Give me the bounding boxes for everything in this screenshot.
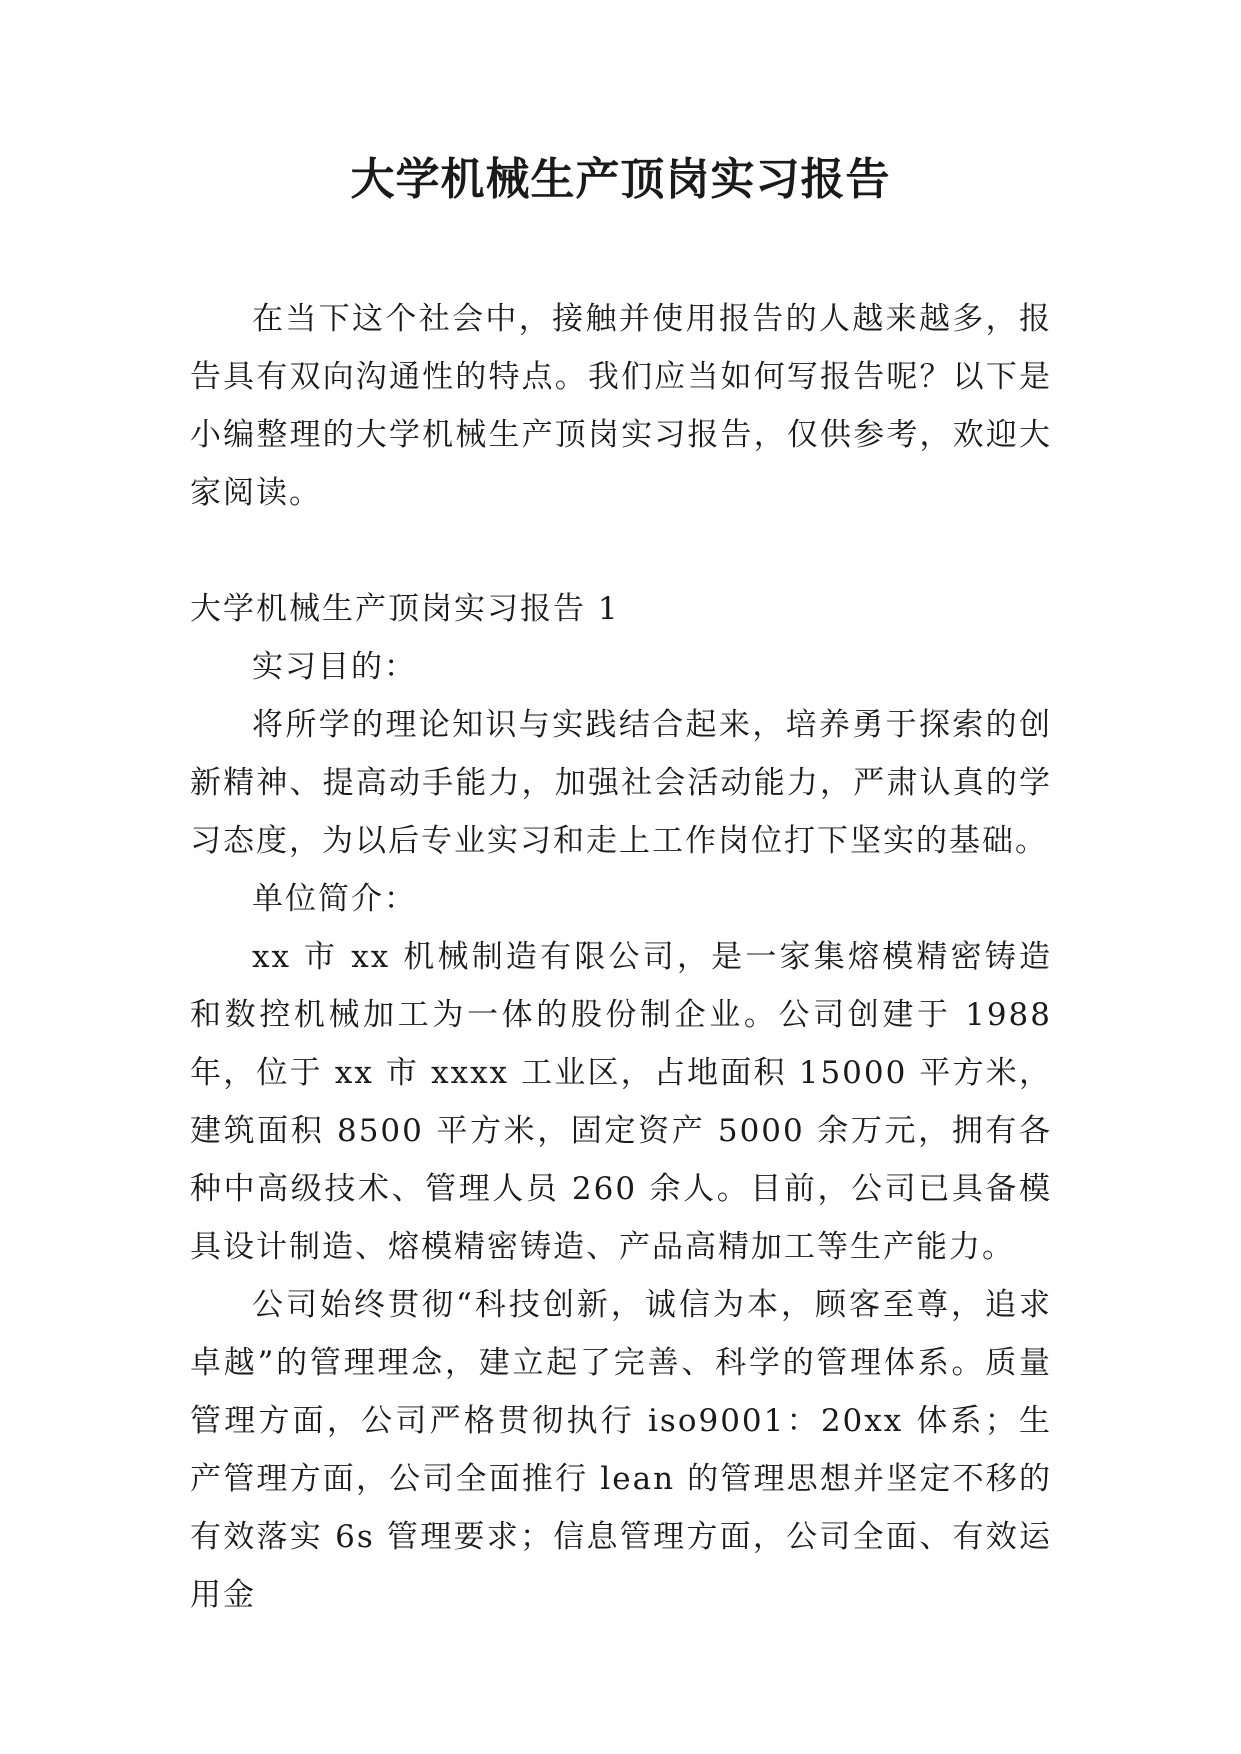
section-block (190, 580, 1052, 1624)
intro-paragraph: 在当下这个社会中，接触并使用报告的人越来越多，报告具有双向沟通性的特点。我们应当如何写报告呢？以下是小编整理的大学机械生产顶岗实习报告，仅供参考，欢迎大家阅读。 (190, 301, 1052, 511)
company-label: 单位简介： (252, 881, 417, 917)
section-heading: 大学机械生产顶岗实习报告 1 (190, 591, 620, 627)
philosophy-paragraph: 公司始终贯彻“科技创新，诚信为本，顾客至尊，追求卓越”的管理理念，建立起了完善、科学的管理体系。质量管理方面，公司严格贯彻执行 iso9001：20xx 体系；生产管理方面，公司全面推行 lean 的管理思想并坚定不移的有效落实 6s 管理要求；信息管理方面，公司全面、有效运用金 (190, 1287, 1052, 1613)
purpose-label: 实习目的： (252, 649, 417, 685)
intro-block (190, 290, 1052, 522)
company-paragraph: xx 市 xx 机械制造有限公司，是一家集熔模精密铸造和数控机械加工为一体的股份制企业。公司创建于 1988 年，位于 xx 市 xxxx 工业区，占地面积 15000 平方米，建筑面积 8500 平方米，固定资产 5000 余万元，拥有各种中高级技术、管理人员 260 余人。目前，公司已具备模具设计制造、熔模精密铸造、产品高精加工等生产能力。 (190, 939, 1052, 1265)
document-title: 大学机械生产顶岗实习报告 (350, 154, 891, 205)
purpose-paragraph: 将所学的理论知识与实践结合起来，培养勇于探索的创新精神、提高动手能力，加强社会活动能力，严肃认真的学习态度，为以后专业实习和走上工作岗位打下坚实的基础。 (190, 707, 1052, 859)
